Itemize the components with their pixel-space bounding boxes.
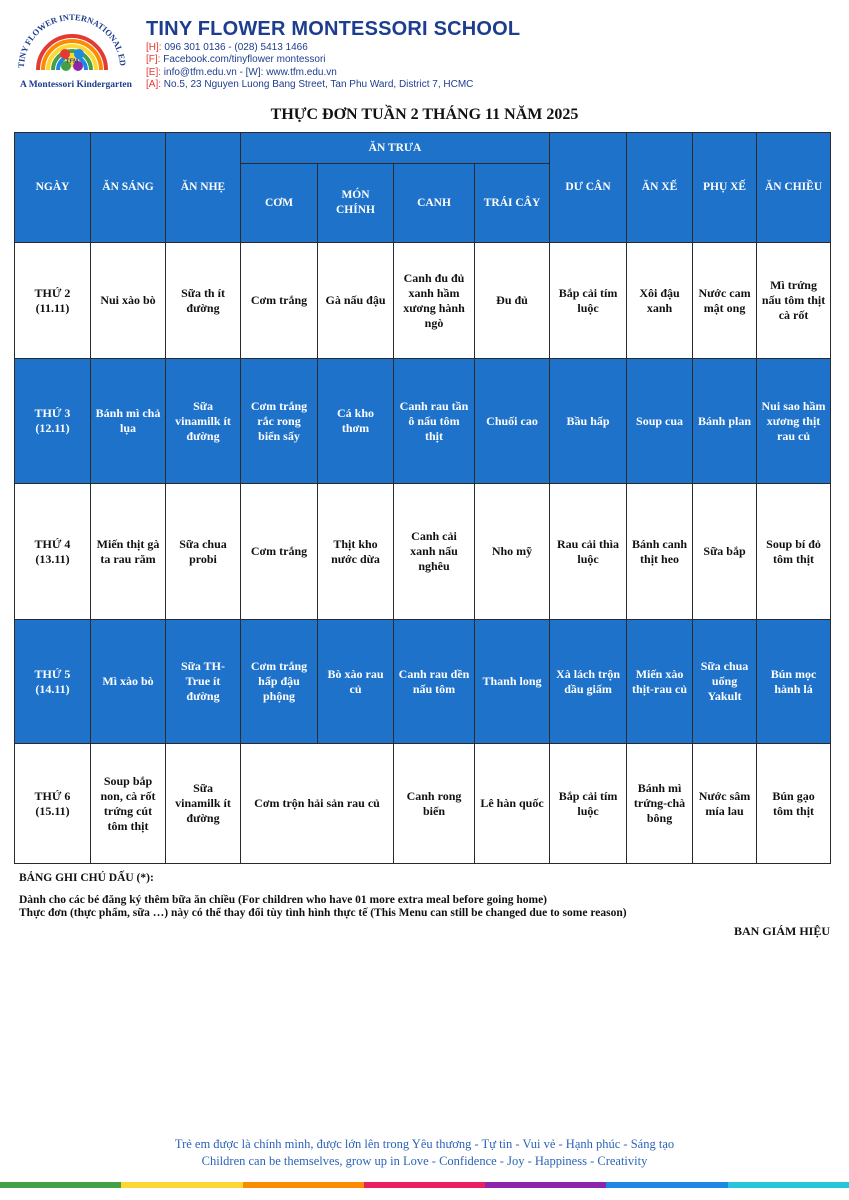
breakfast-cell: Nui xào bò [91, 243, 166, 359]
contact-facebook: [F]: Facebook.com/tinyflower montessori [146, 54, 326, 66]
header-nap-side: PHỤ XẾ [693, 133, 757, 243]
snack-cell: Sữa th ít đường [166, 243, 241, 359]
table-row [15, 243, 831, 359]
leftover-cell: Xà lách trộn dầu giấm [550, 620, 627, 744]
notes-section [19, 872, 627, 920]
logo-center-text: TFM [65, 59, 79, 65]
header-rice: CƠM [241, 164, 318, 243]
day-cell: THỨ 4 (13.11) [15, 484, 91, 620]
dinner-cell: Mì trứng nấu tôm thịt cà rốt [757, 243, 831, 359]
contact-info [146, 42, 473, 91]
nap-meal-cell: Bánh mì trứng-chà bông [627, 744, 693, 864]
rice-cell: Cơm trắng [241, 243, 318, 359]
rice-main-cell: Cơm trộn hải sản rau củ [241, 744, 394, 864]
main-cell: Bò xào rau củ [318, 620, 394, 744]
notes-line: Thực đơn (thực phẩm, sữa …) này có thể thay đổi tùy tình hình thực tế (This Menu can still be changed due to some reason) [19, 907, 627, 919]
nap-side-cell: Bánh plan [693, 359, 757, 484]
rice-cell: Cơm trắng hấp đậu phộng [241, 620, 318, 744]
header-leftover: DƯ CÂN [550, 133, 627, 243]
header-snack: ĂN NHẸ [166, 133, 241, 243]
fruit-cell: Lê hàn quốc [475, 744, 550, 864]
breakfast-cell: Bánh mì chả lụa [91, 359, 166, 484]
header-main: MÓN CHÍNH [318, 164, 394, 243]
soup-cell: Canh rau tần ô nấu tôm thịt [394, 359, 475, 484]
logo-subtitle: A Montessori Kindergarten [20, 80, 132, 90]
header-breakfast: ĂN SÁNG [91, 133, 166, 243]
table-row [15, 744, 831, 864]
rice-cell: Cơm trắng rắc rong biển sấy [241, 359, 318, 484]
day-cell: THỨ 2 (11.11) [15, 243, 91, 359]
soup-cell: Canh cải xanh nấu nghêu [394, 484, 475, 620]
header-soup: CANH [394, 164, 475, 243]
school-name: TINY FLOWER MONTESSORI SCHOOL [146, 18, 521, 40]
snack-cell: Sữa chua probi [166, 484, 241, 620]
leftover-cell: Rau cải thìa luộc [550, 484, 627, 620]
header-lunch: ĂN TRƯA [241, 133, 550, 164]
nap-side-cell: Nước cam mật ong [693, 243, 757, 359]
contact-address: [A]: No.5, 23 Nguyen Luong Bang Street, Tan Phu Ward, District 7, HCMC [146, 78, 474, 90]
header-fruit: TRÁI CÂY [475, 164, 550, 243]
breakfast-cell: Mì xào bò [91, 620, 166, 744]
dinner-cell: Bún mọc hành lá [757, 620, 831, 744]
breakfast-cell: Miến thịt gà ta rau răm [91, 484, 166, 620]
signature-label: BAN GIÁM HIỆU [733, 924, 830, 938]
dinner-cell: Nui sao hầm xương thịt rau củ [757, 359, 831, 484]
rainbow-bar [0, 1182, 849, 1188]
nap-side-cell: Nước sâm mía lau [693, 744, 757, 864]
footer-slogan [0, 1136, 849, 1170]
rice-cell: Cơm trắng [241, 484, 318, 620]
fruit-cell: Thanh long [475, 620, 550, 744]
nap-side-cell: Sữa chua uống Yakult [693, 620, 757, 744]
dinner-cell: Soup bí đỏ tôm thịt [757, 484, 831, 620]
soup-cell: Canh rau dền nấu tôm [394, 620, 475, 744]
fruit-cell: Đu đủ [475, 243, 550, 359]
table-row [15, 620, 831, 744]
weekly-menu-table [14, 132, 831, 864]
notes-line: Dành cho các bé đăng ký thêm bữa ăn chiều (For children who have 01 more extra meal before going home) [19, 894, 548, 906]
leftover-cell: Bắp cải tím luộc [550, 744, 627, 864]
header-day: NGÀY [15, 133, 91, 243]
leftover-cell: Bắp cải tím luộc [550, 243, 627, 359]
header-dinner: ĂN CHIỀU [757, 133, 831, 243]
contact-email-web: [E]: info@tfm.edu.vn - [W]: www.tfm.edu.vn [146, 66, 337, 78]
menu-title: THỰC ĐƠN TUẦN 2 THÁNG 11 NĂM 2025 [270, 106, 579, 123]
footer-slogan-vi: Trẻ em được là chính mình, được lớn lên trong Yêu thương - Tự tin - Vui vẻ - Hạnh phúc - Sáng tạo [174, 1137, 675, 1151]
footer-slogan-en: Children can be themselves, grow up in Love - Confidence - Joy - Happiness - Creativity [201, 1154, 648, 1168]
day-cell: THỨ 5 (14.11) [15, 620, 91, 744]
nap-meal-cell: Xôi đậu xanh [627, 243, 693, 359]
main-cell: Cá kho thơm [318, 359, 394, 484]
soup-cell: Canh đu đủ xanh hầm xương hành ngò [394, 243, 475, 359]
nap-side-cell: Sữa bắp [693, 484, 757, 620]
breakfast-cell: Soup bắp non, cà rốt trứng cút tôm thịt [91, 744, 166, 864]
snack-cell: Sữa vinamilk ít đường [166, 744, 241, 864]
main-cell: Gà nấu đậu [318, 243, 394, 359]
nap-meal-cell: Bánh canh thịt heo [627, 484, 693, 620]
leftover-cell: Bầu hấp [550, 359, 627, 484]
fruit-cell: Chuối cao [475, 359, 550, 484]
notes-title: BẢNG GHI CHÚ DẤU (*): [19, 872, 154, 884]
dinner-cell: Bún gạo tôm thịt [757, 744, 831, 864]
snack-cell: Sữa vinamilk ít đường [166, 359, 241, 484]
header-nap-meal: ĂN XẾ [627, 133, 693, 243]
nap-meal-cell: Miến xào thịt-rau củ [627, 620, 693, 744]
contact-phone: [H]: 096 301 0136 - (028) 5413 1466 [146, 42, 308, 53]
nap-meal-cell: Soup cua [627, 359, 693, 484]
soup-cell: Canh rong biển [394, 744, 475, 864]
day-cell: THỨ 3 (12.11) [15, 359, 91, 484]
snack-cell: Sữa TH-True ít đường [166, 620, 241, 744]
logo-arc-text: TINY FLOWER INTERNATIONAL ED [15, 12, 129, 69]
main-cell: Thịt kho nước dừa [318, 484, 394, 620]
table-row [15, 484, 831, 620]
fruit-cell: Nho mỹ [475, 484, 550, 620]
table-row [15, 359, 831, 484]
day-cell: THỨ 6 (15.11) [15, 744, 91, 864]
